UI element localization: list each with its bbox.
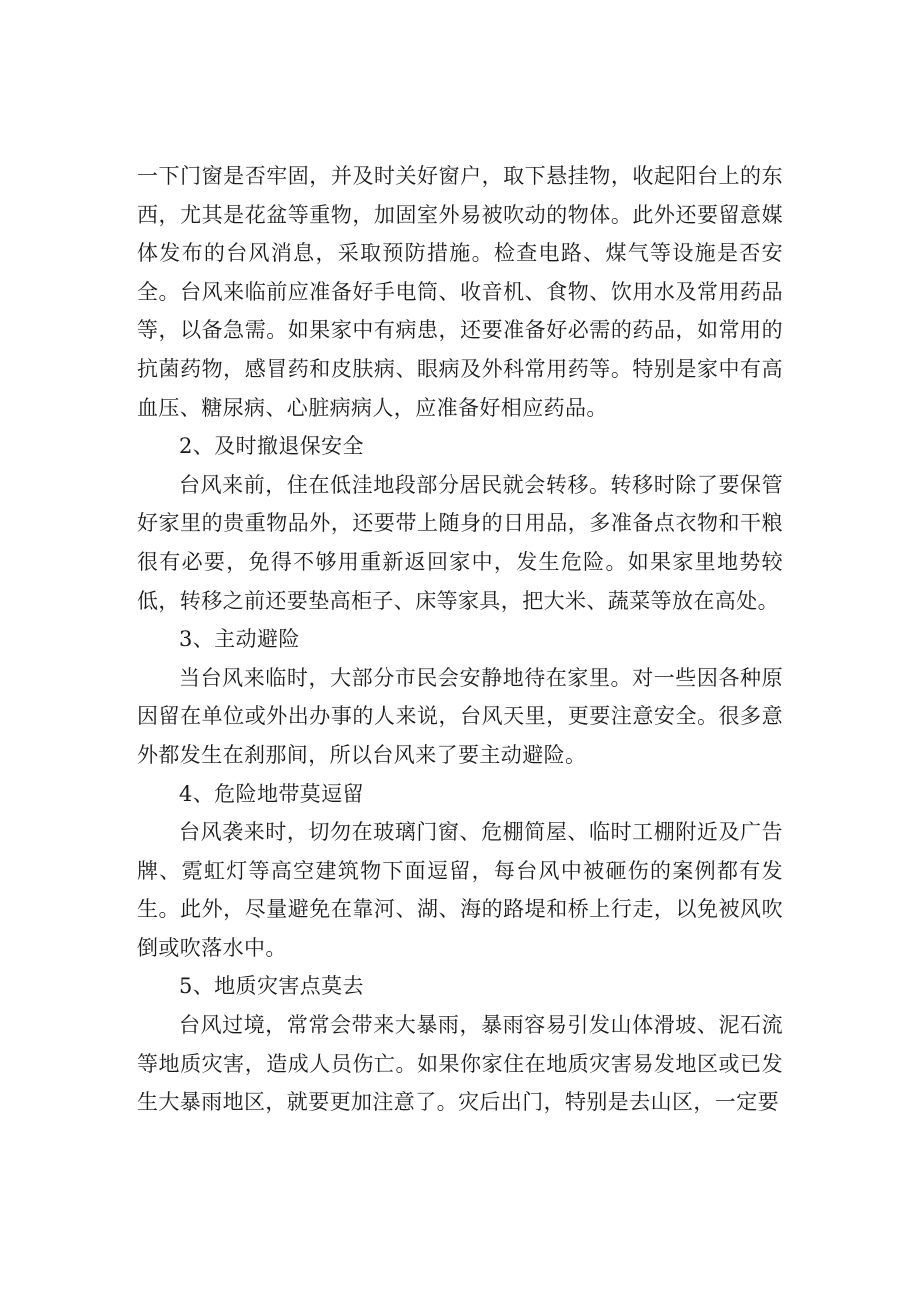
section-heading-avoid-danger: 3、主动避险 — [179, 627, 300, 652]
paragraph-evacuate: 台风来前，住在低洼地段部分居民就会转移。转移时除了要保管好家里的贵重物品外，还要带上随身的日用品，多准备点衣物和干粮很有必要，免得不够用重新返回家中，发生危险。如果家里地势较低，转移之前还要垫高柜子、床等家具，把大米、蔬菜等放在高处。 — [137, 472, 783, 613]
paragraph-geologic-hazards: 台风过境，常常会带来大暴雨，暴雨容易引发山体滑坡、泥石流等地质灾害，造成人员伤亡。如果你家住在地质灾害易发地区或已发生大暴雨地区，就要更加注意了。灾后出门，特别是去山区，一定要 — [137, 1013, 783, 1115]
document-body — [137, 157, 783, 1122]
paragraph-danger-zones: 台风袭来时，切勿在玻璃门窗、危棚简屋、临时工棚附近及广告牌、霓虹灯等高空建筑物下面逗留，每台风中被砸伤的案例都有发生。此外，尽量避免在靠河、湖、海的路堤和桥上行走，以免被风吹倒或吹落水中。 — [137, 820, 783, 960]
section-heading-geologic-hazards: 5、地质灾害点莫去 — [179, 974, 364, 999]
section-heading-danger-zones: 4、危险地带莫逗留 — [179, 781, 364, 806]
paragraph-preparation: 一下门窗是否牢固，并及时关好窗户，取下悬挂物，收起阳台上的东西，尤其是花盆等重物，加固室外易被吹动的物体。此外还要留意媒体发布的台风消息，采取预防措施。检查电路、煤气等设施是否安全。台风来临前应准备好手电筒、收音机、食物、饮用水及常用药品等，以备急需。如果家中有病患，还要准备好必需的药品，如常用的抗菌药物，感冒药和皮肤病、眼病及外科常用药等。特别是家中有高血压、糖尿病、心脏病病人，应准备好相应药品。 — [137, 164, 783, 420]
section-heading-evacuate: 2、及时撤退保安全 — [179, 434, 364, 459]
paragraph-avoid-danger: 当台风来临时，大部分市民会安静地待在家里。对一些因各种原因留在单位或外出办事的人来说，台风天里，更要注意安全。很多意外都发生在刹那间，所以台风来了要主动避险。 — [137, 665, 783, 767]
